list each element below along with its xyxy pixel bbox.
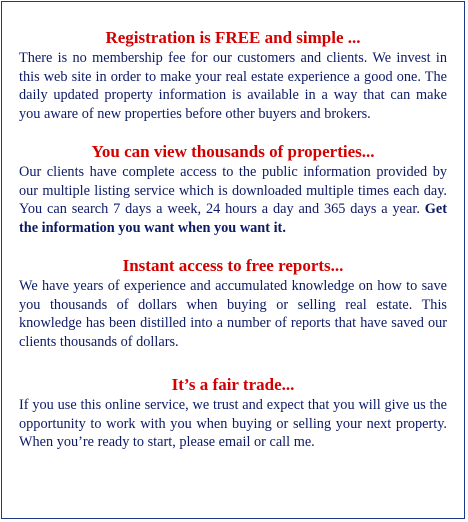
body-registration: There is no membership fee for our customers and clients. We invest in this web site in order to make your real estate experience a good one. The daily updated property information is available in a way that can make you aware of new properties before other buyers and brokers. [19, 50, 447, 122]
section-spacer [19, 237, 447, 255]
body-properties-text: Our clients have complete access to the public information provided by our multiple listing service which is downloaded multiple times each day. You can search 7 days a week, 24 hours a day and 365 days a year. [19, 164, 447, 217]
info-panel [1, 1, 465, 519]
content-column [19, 27, 447, 452]
section-spacer [19, 351, 447, 374]
section-registration [19, 27, 447, 123]
body-properties-emphasis: Get the information you want when you want it. [19, 201, 447, 236]
body-properties [19, 163, 447, 237]
heading-reports: Instant access to free reports... [122, 256, 344, 275]
heading-registration: Registration is FREE and simple ... [105, 28, 361, 47]
heading-properties: You can view thousands of properties... [91, 142, 375, 161]
section-spacer [19, 123, 447, 141]
body-fair-trade: If you use this online service, we trust and expect that you will give us the opportunity to work with you when buying or selling your next property. When you’re ready to start, please email or call me. [19, 397, 447, 450]
section-properties [19, 141, 447, 237]
heading-fair-trade: It’s a fair trade... [171, 375, 295, 394]
section-fair-trade [19, 374, 447, 452]
section-reports [19, 255, 447, 351]
body-reports: We have years of experience and accumulated knowledge on how to save you thousands of dollars when buying or selling real estate. This knowledge has been distilled into a number of reports that have saved our clients thousands of dollars. [19, 278, 447, 350]
